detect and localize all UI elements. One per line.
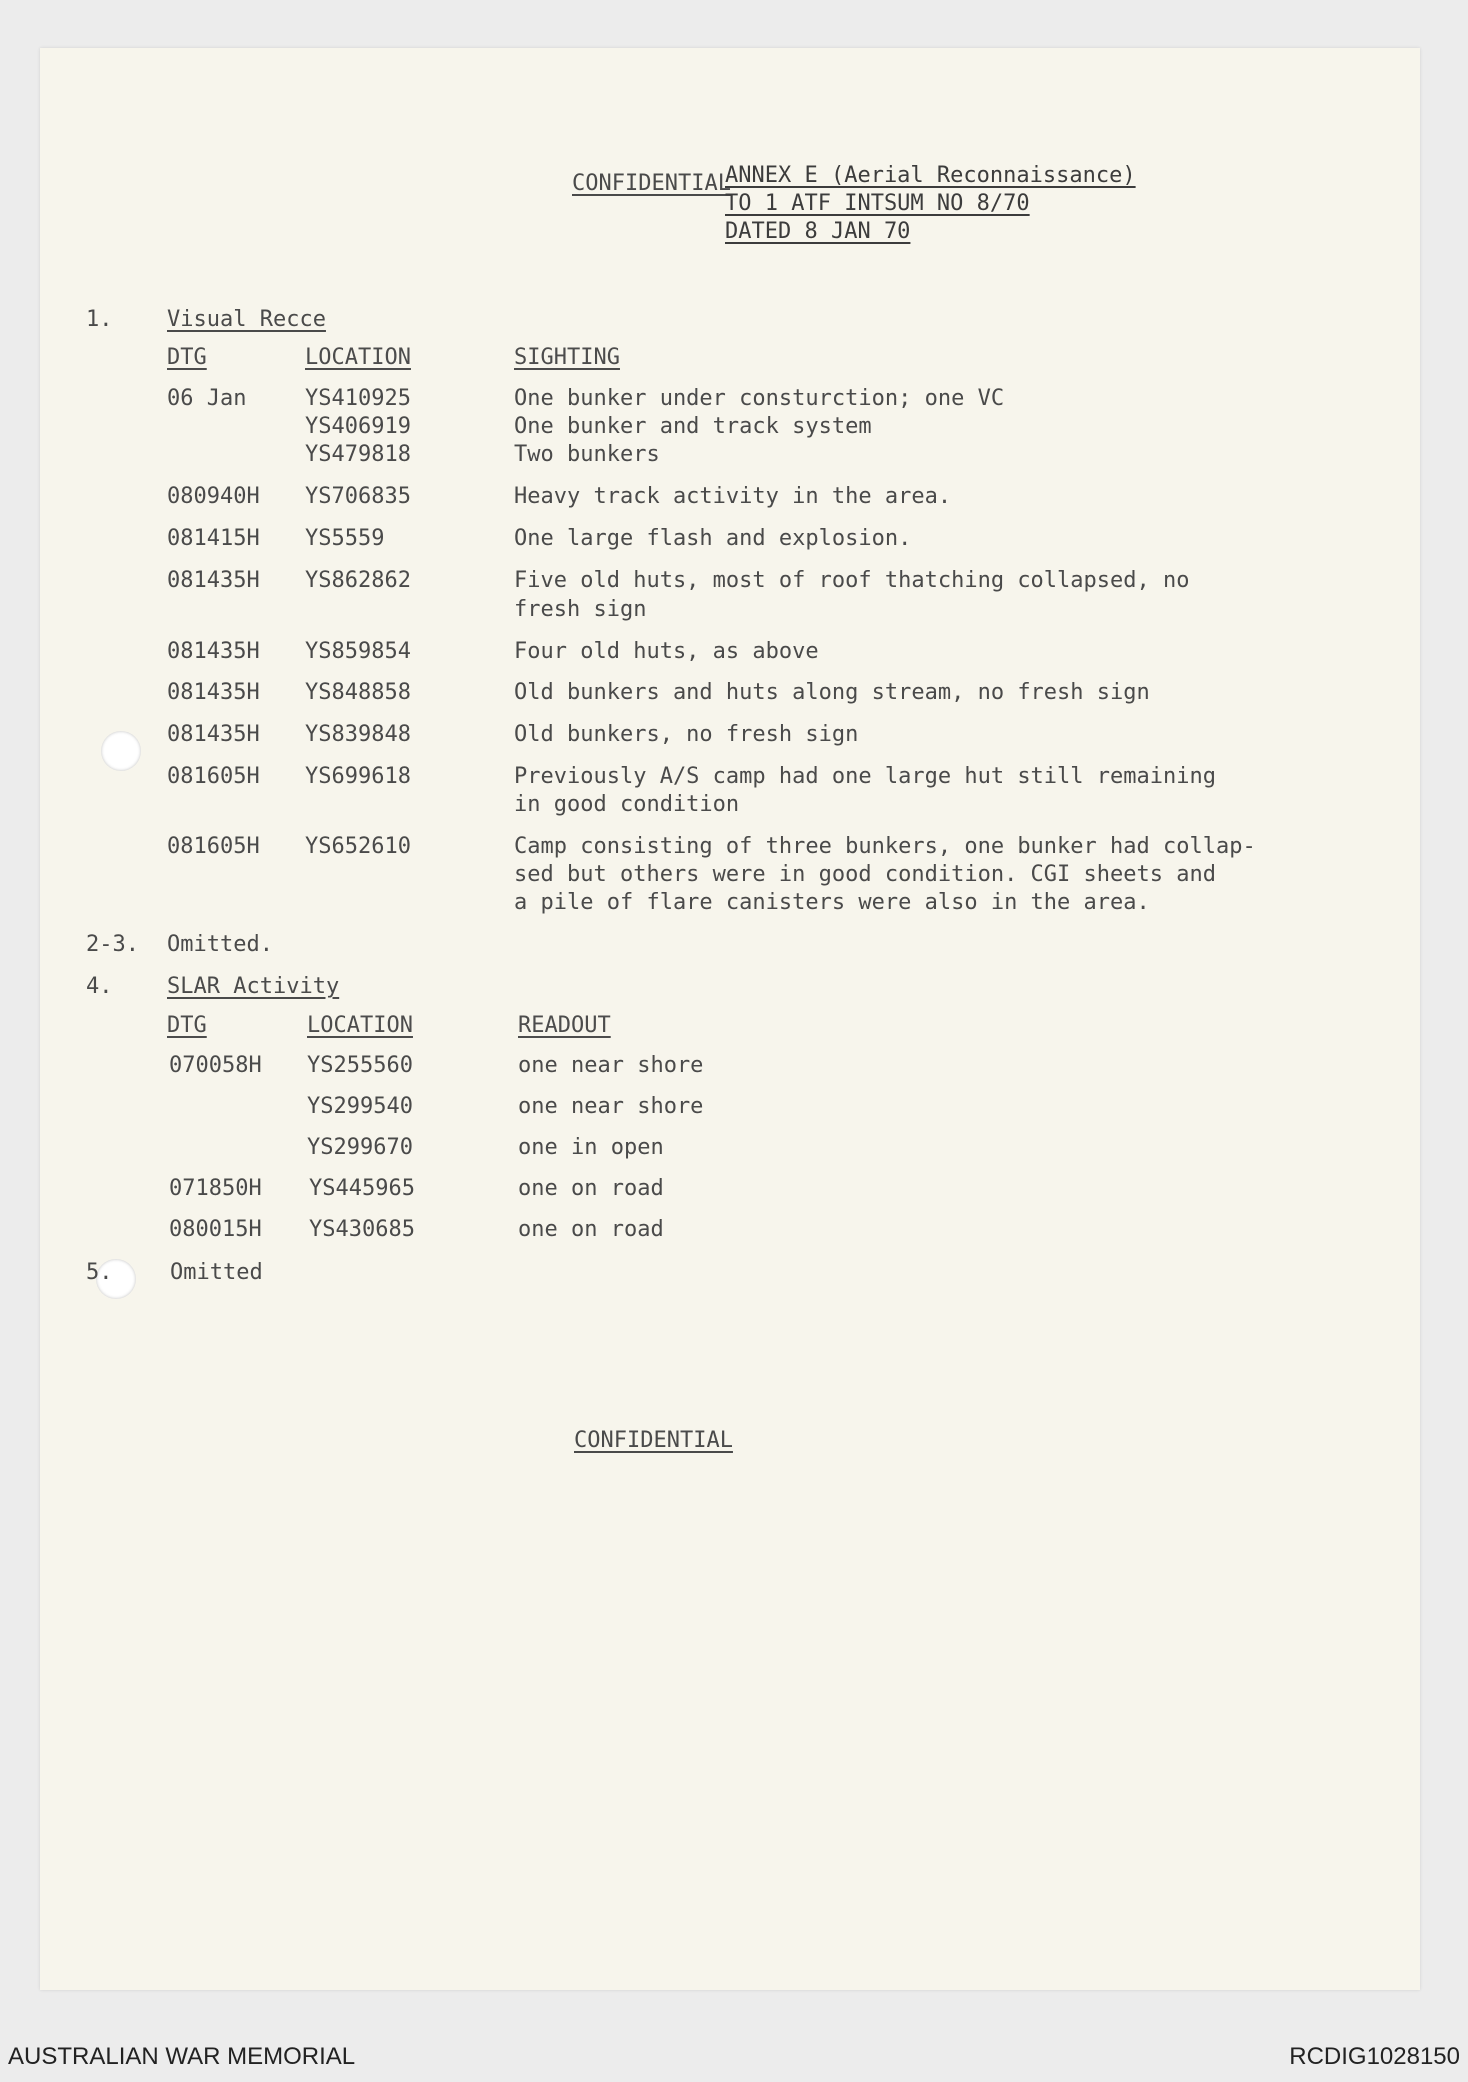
table-row-dtg: 081605H (167, 834, 260, 859)
table-row-sighting: One bunker and track system (514, 414, 872, 439)
table-row-location: YS839848 (305, 722, 411, 747)
annex-reference (725, 162, 1136, 246)
archive-credit: AUSTRALIAN WAR MEMORIAL (8, 2043, 356, 2070)
table-row-dtg: 080940H (167, 484, 260, 509)
table-row-sighting: One large flash and explosion. (514, 526, 912, 551)
col-header-readout: READOUT (518, 1013, 611, 1038)
document-page (40, 48, 1420, 1990)
table-row-dtg: 081435H (167, 568, 260, 593)
table-row-dtg: 081605H (167, 764, 260, 789)
table-row-location: YS479818 (305, 442, 411, 467)
annex-line-2: TO 1 ATF INTSUM NO 8/70 (725, 191, 1030, 216)
table-row-location: YS430685 (309, 1217, 415, 1242)
table-row-readout: one near shore (518, 1053, 704, 1078)
table-row-sighting: Camp consisting of three bunkers, one bunker had collap- (514, 834, 1256, 859)
punch-hole-upper (101, 731, 141, 771)
table-row-dtg: 071850H (169, 1176, 262, 1201)
table-row-location: YS699618 (305, 764, 411, 789)
classification-bottom: CONFIDENTIAL (574, 1428, 733, 1453)
table-row-location: YS652610 (305, 834, 411, 859)
table-row-dtg: 06 Jan (167, 386, 247, 411)
table-row-sighting: Heavy track activity in the area. (514, 484, 952, 509)
annex-line-1: ANNEX E (Aerial Reconnaissance) (725, 163, 1136, 188)
table-row-readout: one on road (518, 1176, 664, 1201)
table-row-sighting: Five old huts, most of roof thatching collapsed, no (514, 568, 1190, 593)
table-row-readout: one in open (518, 1135, 664, 1160)
table-row-dtg: 081435H (167, 639, 260, 664)
table-row-dtg: 080015H (169, 1217, 262, 1242)
table-row-dtg: 070058H (169, 1053, 262, 1078)
table-row-sighting-cont: fresh sign (514, 597, 647, 622)
archive-reference: RCDIG1028150 (1289, 2043, 1460, 2070)
table-row-location: YS5559 (305, 526, 385, 551)
section-5-text: Omitted (170, 1260, 263, 1285)
table-row-sighting-cont: sed but others were in good condition. CGI sheets and (514, 862, 1216, 887)
table-row-location: YS299670 (307, 1135, 413, 1160)
annex-line-3: DATED 8 JAN 70 (725, 219, 911, 244)
table-row-dtg: 081435H (167, 722, 260, 747)
table-row-location: YS445965 (309, 1176, 415, 1201)
col-header-dtg: DTG (167, 345, 207, 370)
col-header-location: LOCATION (305, 345, 411, 370)
col-header-dtg: DTG (167, 1013, 207, 1038)
col-header-location: LOCATION (307, 1013, 413, 1038)
table-row-sighting: Old bunkers, no fresh sign (514, 722, 859, 747)
table-row-readout: one near shore (518, 1094, 704, 1119)
table-row-location: YS406919 (305, 414, 411, 439)
table-row-sighting: Two bunkers (514, 442, 660, 467)
section-5-number: 5. (86, 1260, 113, 1285)
table-row-sighting: One bunker under consturction; one VC (514, 386, 1005, 411)
table-row-dtg: 081435H (167, 680, 260, 705)
section-1-number: 1. (86, 307, 113, 332)
table-row-location: YS859854 (305, 639, 411, 664)
section-2-3-number: 2-3. (86, 932, 139, 957)
table-row-location: YS255560 (307, 1053, 413, 1078)
table-row-sighting-cont: a pile of flare canisters were also in the area. (514, 890, 1150, 915)
table-row-location: YS299540 (307, 1094, 413, 1119)
table-row-location: YS848858 (305, 680, 411, 705)
table-row-sighting: Previously A/S camp had one large hut still remaining (514, 764, 1216, 789)
section-1-title: Visual Recce (167, 307, 326, 332)
table-row-location: YS410925 (305, 386, 411, 411)
col-header-sighting: SIGHTING (514, 345, 620, 370)
table-row-sighting: Old bunkers and huts along stream, no fresh sign (514, 680, 1150, 705)
table-row-readout: one on road (518, 1217, 664, 1242)
section-2-3-text: Omitted. (167, 932, 273, 957)
table-row-location: YS862862 (305, 568, 411, 593)
section-4-title: SLAR Activity (167, 974, 340, 999)
classification-top: CONFIDENTIAL (572, 171, 731, 196)
section-4-number: 4. (86, 974, 113, 999)
table-row-sighting: Four old huts, as above (514, 639, 819, 664)
table-row-location: YS706835 (305, 484, 411, 509)
table-row-dtg: 081415H (167, 526, 260, 551)
table-row-sighting-cont: in good condition (514, 792, 740, 817)
